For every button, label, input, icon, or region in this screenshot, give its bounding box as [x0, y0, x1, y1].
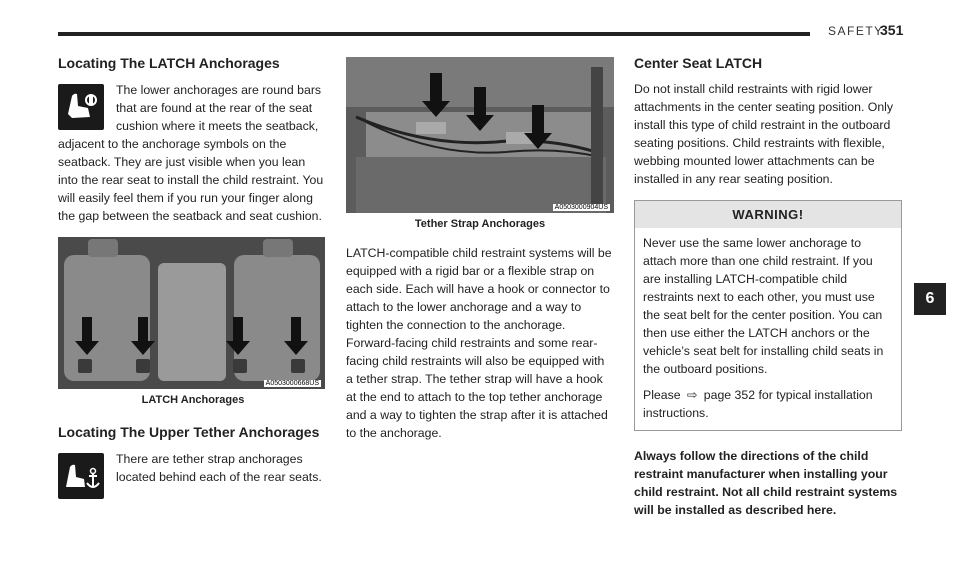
figure-code: A0503000904US [554, 204, 608, 211]
child-seat-latch-icon [58, 84, 104, 130]
latch-seat-illustration [58, 237, 325, 389]
column-1 [58, 54, 328, 501]
latch-anchorages-figure [58, 237, 325, 389]
figure-code: A0503000668US [265, 380, 319, 387]
section-title: SAFETY [828, 24, 884, 38]
heading-center-seat-latch: Center Seat LATCH [634, 55, 763, 71]
figure-caption: Tether Strap Anchorages [414, 218, 546, 230]
tether-description: There are tether strap anchorages located behind each of the rear seats. [116, 452, 322, 484]
latch-description: The lower anchorages are round bars that are found at the rear of the seat cushion where it meets the seatback, adjacent to the anchorage symbols on the seatback. They are just visible when you lean into the rear seat to install the child restraint. You will easily feel them if you run your finger along the gap between the seatback and seat cushion. [58, 83, 324, 223]
tether-straps-illustration [346, 57, 614, 213]
latch-compatible-description: LATCH-compatible child restraint systems will be equipped with a rigid bar or a flexible strap on each side. Each will have a hook or connector to attach to the lower anchorage and a way to tighten the connection to the anchorage. Forward-facing child restraints and some rear-facing child restraints will also be equipped with a tether strap. The tether strap will have a hook at the end to attach to the top tether anchorage and a way to tighten the strap after it is attached to the anchorage. [346, 246, 612, 440]
warning-title: WARNING! [635, 201, 901, 228]
heading-upper-tether: Locating The Upper Tether Anchorages [58, 424, 320, 440]
page-number: 351 [880, 22, 904, 38]
tether-anchorages-figure [346, 57, 614, 213]
chapter-tab: 6 [914, 283, 946, 315]
arrow-reference-icon: ⇨ [687, 388, 698, 402]
warning-text: Never use the same lower anchorage to attach more than one child restraint. If you are installing LATCH-compatible child restraints next to each other, you must use the seat belt for the center position. You can then use either the LATCH anchors or the vehicle’s seat belt for installing child seats in the outboard positions. [643, 236, 884, 376]
header-rule [58, 32, 810, 36]
column-2 [346, 54, 614, 442]
warning-reference [643, 386, 893, 422]
warning-ref-post[interactable]: page 352 for typical installation instructions. [643, 388, 873, 420]
center-seat-description: Do not install child restraints with rigid lower attachments in the center seating position. Only install this type of child restraint in the outboard seating positions. Child restraints with flexible, webbing mounted lower attachments can be installed in any rear seating position. [634, 82, 894, 186]
page-header [58, 22, 902, 42]
heading-latch-anchorages: Locating The LATCH Anchorages [58, 55, 280, 71]
tether-anchor-icon [58, 453, 104, 499]
figure-caption: LATCH Anchorages [141, 394, 245, 406]
warning-ref-pre: Please [643, 388, 681, 402]
column-3 [634, 54, 902, 519]
installation-note: Always follow the directions of the child restraint manufacturer when installing your child restraint. Not all child restraint systems will be installed as described here. [634, 449, 898, 517]
warning-box [634, 200, 902, 431]
